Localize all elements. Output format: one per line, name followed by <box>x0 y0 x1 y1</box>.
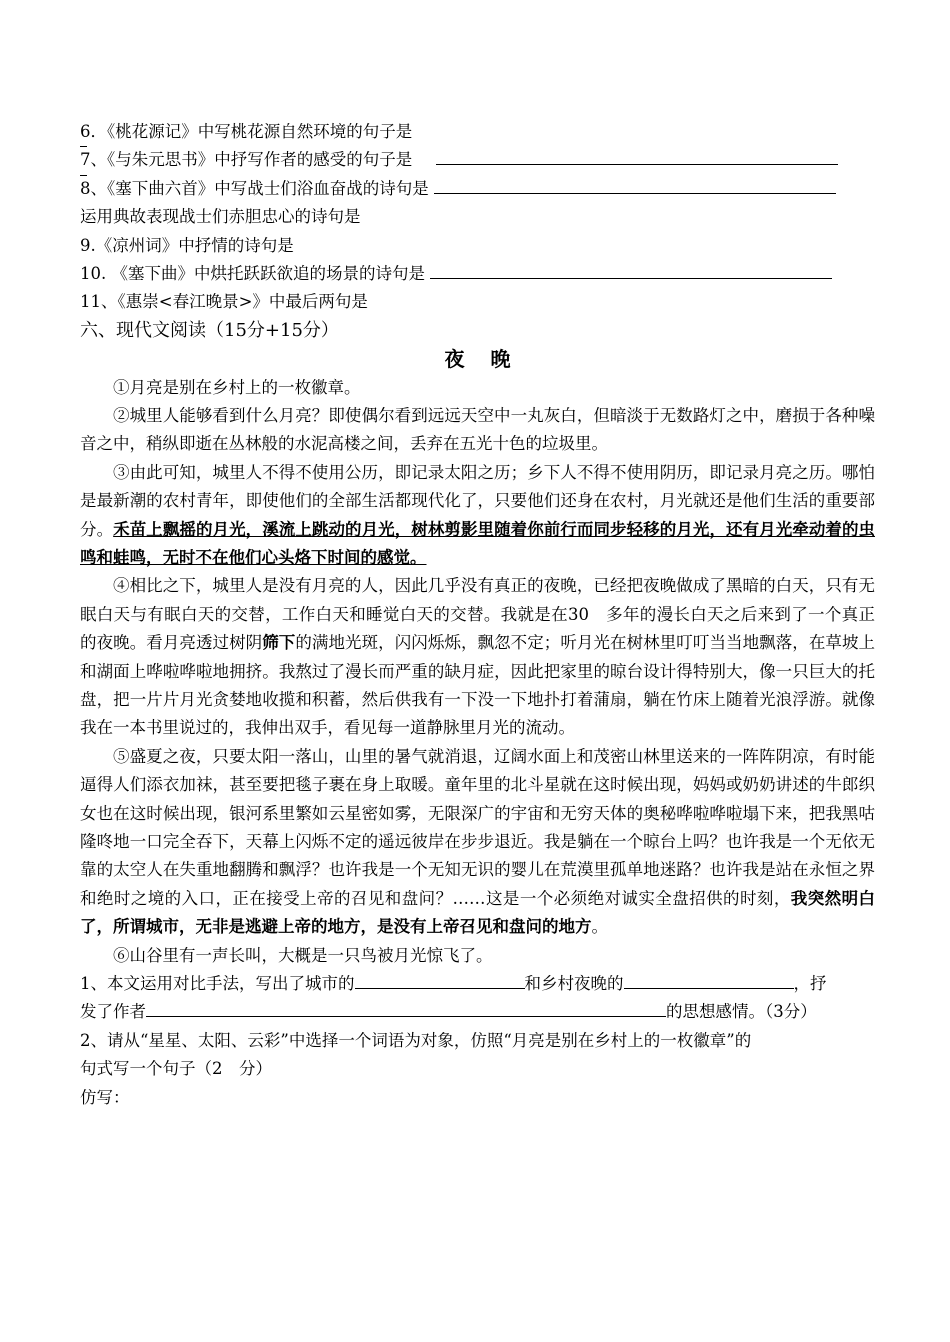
paragraph-2: ②城里人能够看到什么月亮？即使偶尔看到远远天空中一丸灰白，但暗淡于无数路灯之中，磨损于各种噪音之中，稍纵即逝在丛林般的水泥高楼之间，丢弃在五光十色的垃圾里。 <box>80 405 875 454</box>
exercise-1-line-2 <box>80 998 875 1026</box>
question-9 <box>80 232 875 260</box>
paragraph-4-text-b: 的满地光斑，闪闪烁烁，飘忽不定；听月光在树林里叮叮当当地飘落，在草坡上和湖面上哗啦哗啦地拥挤。我熬过了漫长而严重的缺月症，因此把家里的晾台设计得特别大，像一只巨大的托盘，把一片片月光贪婪地收揽和积蓄，然后供我有一下没一下地扑打着蒲扇，躺在竹床上随着光浪浮游。就像我在一本书里说过的，我伸出双手，看见每一道静脉里月光的流动。 <box>80 633 876 738</box>
paragraph-5-text: ⑤盛夏之夜，只要太阳一落山，山里的暑气就消退，辽阔水面上和茂密山林里送来的一阵阵阴凉，有时能逼得人们添衣加袜，甚至要把毯子裹在身上取暖。童年里的北斗星就在这时候出现，妈妈或奶奶讲述的牛郎织女也在这时候出现，银河系里繁如云星密如雾，无限深广的宇宙和无穷天体的奥秘哗啦哗啦塌下来，把我黑咕隆咚地一口完全吞下，天幕上闪烁不定的遥远彼岸在步步退近。我是躺在一个晾台上吗？也许我是一个无依无靠的太空人在失重地翻腾和飘浮？也许我是一个无知无识的婴儿在荒漠里孤单地迷路？也许我是站在永恒之界和绝时之境的入口，正在接受上帝的召见和盘问？……这是一个必须绝对诚实全盘招供的时刻， <box>80 746 875 908</box>
paragraph-3-underlined: 禾苗上飘摇的月光，溪流上跳动的月光，树林剪影里随着你前行而同步轻移的月光，还有月光牵动着的虫鸣和蛙鸣，无时不在他们心头烙下时间的感觉。 <box>80 519 876 567</box>
paragraph-4-emphasis: 筛下 <box>262 633 296 653</box>
article-title-char-1: 夜 <box>444 347 465 372</box>
section-heading <box>80 317 875 345</box>
question-7 <box>80 146 875 174</box>
paragraph-3 <box>80 459 875 573</box>
exercise-1-text-b: 和乡村夜晚的 <box>524 974 624 994</box>
exercise-1-text-d: 发了作者 <box>80 1002 146 1022</box>
answer-blank[interactable] <box>624 970 794 989</box>
exercise-2-line-2 <box>80 1055 875 1083</box>
exercise-1-text-e: 的思想感情。（3分） <box>666 1002 817 1022</box>
exercise-1-text-a: 1、本文运用对比手法，写出了城市的 <box>80 974 355 994</box>
question-8-sub <box>80 203 875 231</box>
answer-blank[interactable] <box>430 260 832 279</box>
exercise-1-text-c: ，抒 <box>793 974 827 994</box>
exercise-2-line-3 <box>80 1084 875 1112</box>
question-6-text: 6．《桃花源记》中写桃花源自然环境的句子是 <box>80 122 413 141</box>
question-10-text: 10. 《塞下曲》中烘托跃跃欲追的场景的诗句是 <box>80 263 425 283</box>
question-11 <box>80 288 875 316</box>
paragraph-6: ⑥山谷里有一声长叫，大概是一只鸟被月光惊飞了。 <box>113 945 493 965</box>
paragraph-1: ①月亮是别在乡村上的一枚徽章。 <box>113 377 361 397</box>
paragraph-5-end: 。 <box>591 917 608 937</box>
paragraph-4-text-a: ④相比之下，城里人是没有月亮的人，因此几乎没有真正的夜晚，已经把夜晚做成了黑暗的白天，只有无眠白天与有眠白天的交替，工作白天和睡觉白天的交替。我就是在30 多年的漫长白天之后来到了一个真正的夜晚。看月亮透过树阴 <box>80 576 875 653</box>
question-8-text: 8、《塞下曲六首》中写战士们浴血奋战的诗句是 <box>80 178 429 198</box>
question-9-text: 9.《凉州词》中抒情的诗句是 <box>80 235 294 255</box>
answer-blank[interactable] <box>436 146 838 165</box>
paragraph-3-text: ③由此可知，城里人不得不使用公历，即记录太阳之历；乡下人不得不使用阴历，即记录月亮之历。哪怕是最新潮的农村青年，即使他们的全部生活都现代化了，只要他们还身在农村，月光就还是他们生活的重要部分。 <box>80 462 875 539</box>
article-title <box>80 345 875 373</box>
answer-tick <box>80 132 87 147</box>
answer-blank[interactable] <box>434 175 836 194</box>
section-heading-text: 六、现代文阅读（15分+15分） <box>80 319 339 341</box>
question-8b-text: 运用典故表现战士们赤胆忠心的诗句是 <box>80 207 361 227</box>
question-7-text: 7、《与朱元思书》中抒写作者的感受的句子是 <box>80 150 413 170</box>
exam-page <box>80 118 875 1112</box>
question-10 <box>80 260 875 288</box>
exercise-2-text-a: 2、请从“星星、太阳、云彩”中选择一个词语为对象，仿照“月亮是别在乡村上的一枚徽章”的 <box>80 1030 752 1050</box>
paragraph-4 <box>80 572 875 742</box>
question-6 <box>80 118 875 146</box>
exercise-2-text-c: 仿写： <box>80 1087 130 1107</box>
exercise-2-line-1 <box>80 1027 875 1055</box>
exercise-2-text-b: 句式写一个句子（2 分） <box>80 1059 272 1079</box>
answer-blank[interactable] <box>355 970 525 989</box>
exercise-1-line-1 <box>80 970 875 998</box>
answer-blank[interactable] <box>146 998 666 1017</box>
answer-tick <box>80 161 87 176</box>
question-11-text: 11、《惠崇<春江晚景>》中最后两句是 <box>80 292 368 312</box>
question-8 <box>80 175 875 203</box>
paragraph-5-bold: 我突然明白了，所谓城市，无非是逃避上帝的地方，是没有上帝召见和盘问的地方 <box>80 888 876 937</box>
article-title-char-2: 晚 <box>490 347 511 372</box>
paragraph-5 <box>80 743 875 942</box>
